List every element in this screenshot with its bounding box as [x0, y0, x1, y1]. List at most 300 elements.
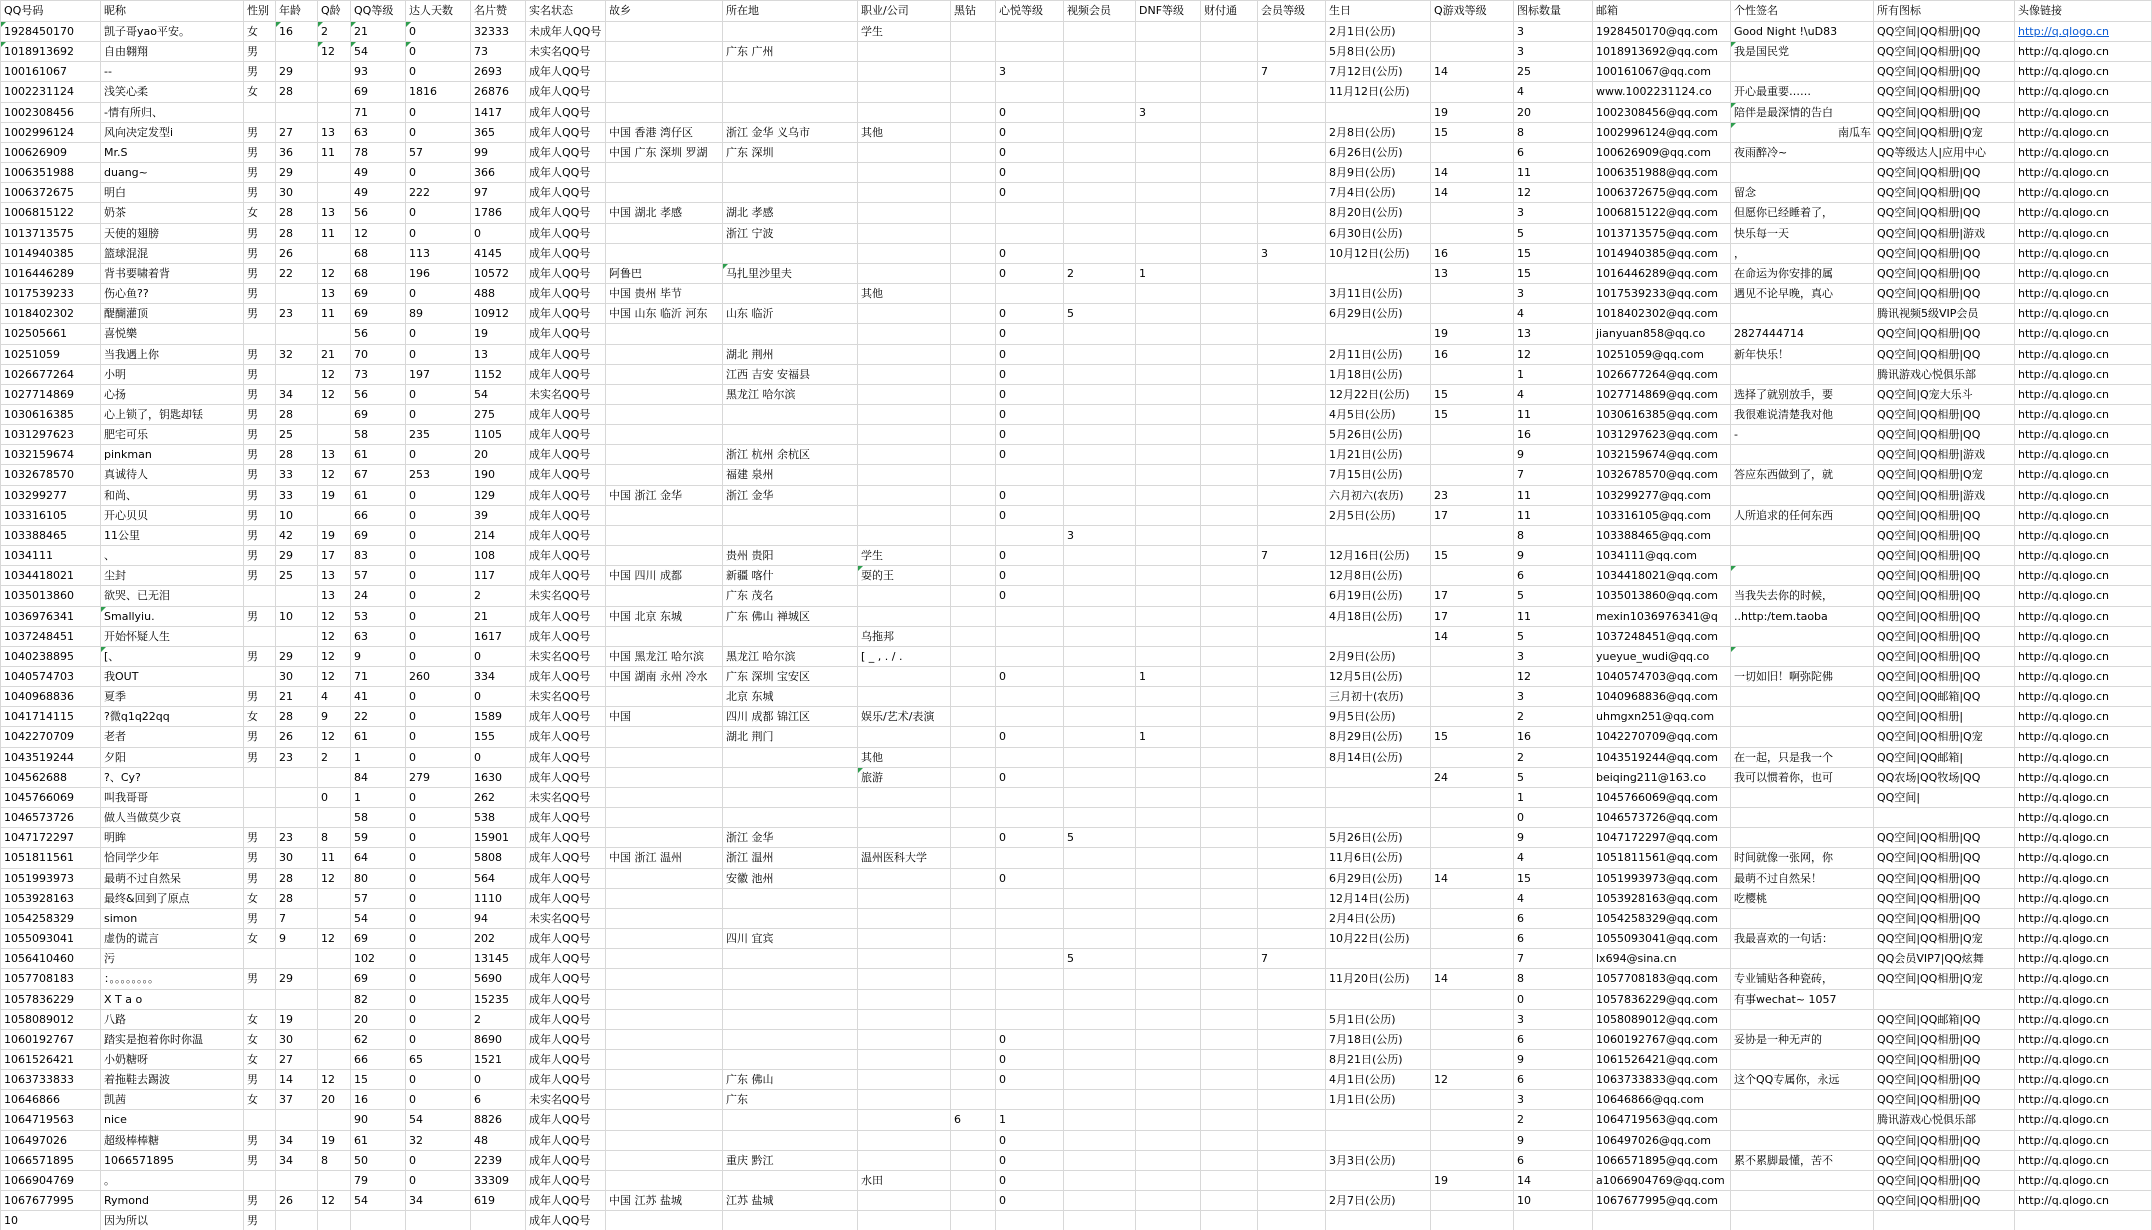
cell-daren[interactable]: 0 — [406, 707, 471, 727]
cell-iconcount[interactable]: 11 — [1514, 404, 1593, 424]
cell-gender[interactable]: 女 — [244, 707, 276, 727]
cell-member[interactable] — [1258, 445, 1326, 465]
cell-member[interactable]: 7 — [1258, 949, 1326, 969]
cell-qgame[interactable] — [1431, 22, 1514, 42]
cell-nick[interactable]: 最终&回到了原点 — [101, 888, 244, 908]
cell-qage[interactable] — [318, 949, 351, 969]
cell-caifutong[interactable] — [1201, 586, 1258, 606]
cell-email[interactable]: 1014940385@qq.com — [1593, 243, 1731, 263]
cell-daren[interactable]: 0 — [406, 908, 471, 928]
cell-nick[interactable]: 11公里 — [101, 525, 244, 545]
cell-realname[interactable]: 成年人QQ号 — [526, 505, 606, 525]
cell-qgame[interactable]: 15 — [1431, 546, 1514, 566]
cell-qage[interactable]: 12 — [318, 384, 351, 404]
cell-daren[interactable]: 197 — [406, 364, 471, 384]
cell-hometown[interactable] — [606, 243, 723, 263]
cell-heizuan[interactable] — [951, 425, 996, 445]
cell-gender[interactable]: 男 — [244, 364, 276, 384]
cell-dnf[interactable] — [1136, 223, 1201, 243]
cell-caifutong[interactable] — [1201, 1170, 1258, 1190]
cell-job[interactable] — [858, 687, 951, 707]
cell-qgame[interactable]: 16 — [1431, 243, 1514, 263]
cell-qage[interactable] — [318, 243, 351, 263]
cell-member[interactable]: 3 — [1258, 243, 1326, 263]
cell-nick[interactable]: 开始怀疑人生 — [101, 626, 244, 646]
cell-sig[interactable]: ..http:/tem.taoba — [1731, 606, 1874, 626]
cell-hometown[interactable] — [606, 324, 723, 344]
cell-nick[interactable]: 肥宅可乐 — [101, 425, 244, 445]
cell-qq[interactable]: 1036976341 — [1, 606, 101, 626]
cell-location[interactable]: 马扎里沙里夫 — [723, 263, 858, 283]
cell-zan[interactable]: 538 — [471, 808, 526, 828]
cell-heizuan[interactable] — [951, 566, 996, 586]
cell-heizuan[interactable] — [951, 243, 996, 263]
cell-qage[interactable]: 11 — [318, 223, 351, 243]
cell-realname[interactable]: 成年人QQ号 — [526, 969, 606, 989]
cell-job[interactable] — [858, 364, 951, 384]
cell-daren[interactable]: 0 — [406, 344, 471, 364]
cell-email[interactable]: 1054258329@qq.com — [1593, 908, 1731, 928]
cell-birthday[interactable]: 8月14日(公历) — [1326, 747, 1431, 767]
cell-icons[interactable]: QQ空间|QQ相册|QQ — [1874, 888, 2015, 908]
cell-job[interactable] — [858, 384, 951, 404]
cell-zan[interactable] — [471, 1211, 526, 1230]
cell-birthday[interactable]: 8月21日(公历) — [1326, 1049, 1431, 1069]
cell-heizuan[interactable] — [951, 163, 996, 183]
cell-zan[interactable]: 129 — [471, 485, 526, 505]
cell-nick[interactable]: 恰同学少年 — [101, 848, 244, 868]
cell-birthday[interactable]: 11月12日(公历) — [1326, 82, 1431, 102]
cell-gender[interactable] — [244, 586, 276, 606]
cell-location[interactable] — [723, 767, 858, 787]
cell-gender[interactable]: 男 — [244, 1070, 276, 1090]
cell-xinyue[interactable]: 0 — [996, 1049, 1064, 1069]
cell-video[interactable]: 3 — [1064, 525, 1136, 545]
cell-dnf[interactable] — [1136, 22, 1201, 42]
cell-age[interactable]: 23 — [276, 747, 318, 767]
cell-realname[interactable]: 成年人QQ号 — [526, 525, 606, 545]
cell-iconcount[interactable]: 4 — [1514, 304, 1593, 324]
cell-gender[interactable]: 男 — [244, 1150, 276, 1170]
cell-qage[interactable]: 13 — [318, 586, 351, 606]
cell-gender[interactable]: 男 — [244, 404, 276, 424]
cell-daren[interactable]: 0 — [406, 525, 471, 545]
cell-qgame[interactable] — [1431, 1211, 1514, 1230]
cell-video[interactable]: 5 — [1064, 949, 1136, 969]
cell-zan[interactable]: 214 — [471, 525, 526, 545]
cell-daren[interactable]: 34 — [406, 1191, 471, 1211]
cell-caifutong[interactable] — [1201, 767, 1258, 787]
cell-icons[interactable]: QQ空间|QQ相册|游戏 — [1874, 485, 2015, 505]
cell-nick[interactable]: -- — [101, 62, 244, 82]
cell-xinyue[interactable]: 0 — [996, 1130, 1064, 1150]
cell-heizuan[interactable] — [951, 747, 996, 767]
cell-zan[interactable]: 1589 — [471, 707, 526, 727]
cell-qqlevel[interactable]: 66 — [351, 1049, 406, 1069]
cell-realname[interactable]: 成年人QQ号 — [526, 1029, 606, 1049]
column-header-qage[interactable]: Q龄 — [318, 1, 351, 22]
cell-member[interactable] — [1258, 888, 1326, 908]
cell-icons[interactable]: QQ空间|QQ相册|QQ — [1874, 828, 2015, 848]
column-header-gender[interactable]: 性别 — [244, 1, 276, 22]
cell-age[interactable]: 21 — [276, 687, 318, 707]
cell-zan[interactable]: 39 — [471, 505, 526, 525]
cell-link[interactable]: http://q.qlogo.cn — [2015, 787, 2152, 807]
cell-caifutong[interactable] — [1201, 183, 1258, 203]
cell-heizuan[interactable] — [951, 304, 996, 324]
cell-gender[interactable]: 男 — [244, 425, 276, 445]
cell-job[interactable] — [858, 1070, 951, 1090]
cell-age[interactable]: 26 — [276, 727, 318, 747]
cell-qq[interactable]: 1027714869 — [1, 384, 101, 404]
cell-qq[interactable]: 1064719563 — [1, 1110, 101, 1130]
cell-realname[interactable]: 未实名QQ号 — [526, 42, 606, 62]
cell-zan[interactable]: 488 — [471, 284, 526, 304]
cell-hometown[interactable] — [606, 344, 723, 364]
cell-qgame[interactable] — [1431, 364, 1514, 384]
cell-dnf[interactable] — [1136, 949, 1201, 969]
cell-hometown[interactable] — [606, 425, 723, 445]
cell-member[interactable] — [1258, 324, 1326, 344]
cell-hometown[interactable] — [606, 1090, 723, 1110]
cell-qqlevel[interactable] — [351, 1211, 406, 1230]
cell-gender[interactable]: 男 — [244, 304, 276, 324]
cell-video[interactable] — [1064, 808, 1136, 828]
cell-daren[interactable]: 0 — [406, 868, 471, 888]
cell-hometown[interactable] — [606, 808, 723, 828]
cell-daren[interactable]: 260 — [406, 667, 471, 687]
cell-member[interactable] — [1258, 989, 1326, 1009]
cell-location[interactable] — [723, 1130, 858, 1150]
cell-realname[interactable]: 未成年人QQ号 — [526, 22, 606, 42]
cell-qqlevel[interactable]: 56 — [351, 324, 406, 344]
cell-icons[interactable]: QQ空间|QQ相册|QQ — [1874, 344, 2015, 364]
cell-iconcount[interactable]: 11 — [1514, 505, 1593, 525]
cell-gender[interactable]: 男 — [244, 62, 276, 82]
cell-caifutong[interactable] — [1201, 1049, 1258, 1069]
cell-qq[interactable]: 1051993973 — [1, 868, 101, 888]
cell-caifutong[interactable] — [1201, 747, 1258, 767]
cell-qgame[interactable]: 14 — [1431, 969, 1514, 989]
cell-gender[interactable] — [244, 667, 276, 687]
cell-birthday[interactable]: 12月8日(公历) — [1326, 566, 1431, 586]
cell-daren[interactable]: 0 — [406, 485, 471, 505]
cell-xinyue[interactable]: 0 — [996, 667, 1064, 687]
column-header-heizuan[interactable]: 黑钻 — [951, 1, 996, 22]
cell-link[interactable]: http://q.qlogo.cn — [2015, 384, 2152, 404]
cell-icons[interactable]: QQ空间|QQ相册|QQ — [1874, 243, 2015, 263]
cell-location[interactable] — [723, 284, 858, 304]
cell-birthday[interactable]: 6月30日(公历) — [1326, 223, 1431, 243]
cell-job[interactable] — [858, 1211, 951, 1230]
cell-icons[interactable]: QQ空间|QQ相册|游戏 — [1874, 223, 2015, 243]
cell-heizuan[interactable] — [951, 82, 996, 102]
cell-qqlevel[interactable]: 21 — [351, 22, 406, 42]
cell-qqlevel[interactable]: 57 — [351, 888, 406, 908]
cell-dnf[interactable] — [1136, 344, 1201, 364]
cell-qqlevel[interactable]: 1 — [351, 787, 406, 807]
cell-xinyue[interactable] — [996, 969, 1064, 989]
cell-heizuan[interactable]: 6 — [951, 1110, 996, 1130]
cell-member[interactable] — [1258, 203, 1326, 223]
cell-qq[interactable]: 1057708183 — [1, 969, 101, 989]
cell-xinyue[interactable] — [996, 626, 1064, 646]
cell-hometown[interactable]: 中国 浙江 温州 — [606, 848, 723, 868]
cell-qq[interactable]: 1051811561 — [1, 848, 101, 868]
cell-caifutong[interactable] — [1201, 82, 1258, 102]
cell-email[interactable]: 1037248451@qq.com — [1593, 626, 1731, 646]
cell-qqlevel[interactable]: 20 — [351, 1009, 406, 1029]
cell-qage[interactable] — [318, 1029, 351, 1049]
cell-daren[interactable]: 0 — [406, 687, 471, 707]
cell-daren[interactable]: 0 — [406, 62, 471, 82]
cell-sig[interactable] — [1731, 566, 1874, 586]
cell-sig[interactable]: 快乐每一天 — [1731, 223, 1874, 243]
cell-heizuan[interactable] — [951, 989, 996, 1009]
cell-age[interactable]: 26 — [276, 243, 318, 263]
cell-heizuan[interactable] — [951, 707, 996, 727]
cell-iconcount[interactable]: 8 — [1514, 969, 1593, 989]
cell-location[interactable] — [723, 82, 858, 102]
cell-zan[interactable]: 99 — [471, 142, 526, 162]
cell-video[interactable] — [1064, 667, 1136, 687]
cell-dnf[interactable] — [1136, 929, 1201, 949]
cell-qage[interactable]: 13 — [318, 203, 351, 223]
cell-sig[interactable]: 我很难说清楚我对他 — [1731, 404, 1874, 424]
cell-dnf[interactable] — [1136, 324, 1201, 344]
cell-realname[interactable]: 成年人QQ号 — [526, 263, 606, 283]
cell-qage[interactable] — [318, 425, 351, 445]
cell-qgame[interactable] — [1431, 707, 1514, 727]
cell-qage[interactable]: 13 — [318, 122, 351, 142]
cell-qqlevel[interactable]: 79 — [351, 1170, 406, 1190]
cell-qq[interactable]: 1032159674 — [1, 445, 101, 465]
cell-qq[interactable]: 100161067 — [1, 62, 101, 82]
cell-xinyue[interactable]: 0 — [996, 425, 1064, 445]
cell-location[interactable]: 江西 吉安 安福县 — [723, 364, 858, 384]
cell-member[interactable] — [1258, 767, 1326, 787]
cell-caifutong[interactable] — [1201, 384, 1258, 404]
cell-gender[interactable]: 女 — [244, 1049, 276, 1069]
cell-gender[interactable]: 男 — [244, 465, 276, 485]
cell-job[interactable] — [858, 485, 951, 505]
cell-icons[interactable]: QQ空间|QQ相册|QQ — [1874, 525, 2015, 545]
cell-birthday[interactable] — [1326, 949, 1431, 969]
cell-realname[interactable]: 未实名QQ号 — [526, 1090, 606, 1110]
cell-realname[interactable]: 成年人QQ号 — [526, 828, 606, 848]
cell-birthday[interactable]: 六月初六(农历) — [1326, 485, 1431, 505]
cell-member[interactable] — [1258, 646, 1326, 666]
cell-birthday[interactable]: 2月4日(公历) — [1326, 908, 1431, 928]
cell-zan[interactable]: 5808 — [471, 848, 526, 868]
cell-email[interactable]: 1026677264@qq.com — [1593, 364, 1731, 384]
cell-heizuan[interactable] — [951, 767, 996, 787]
cell-caifutong[interactable] — [1201, 42, 1258, 62]
cell-age[interactable]: 27 — [276, 122, 318, 142]
cell-dnf[interactable] — [1136, 1150, 1201, 1170]
cell-nick[interactable]: 凯茜 — [101, 1090, 244, 1110]
column-header-nick[interactable]: 昵称 — [101, 1, 244, 22]
cell-icons[interactable]: QQ空间|QQ相册|Q宠 — [1874, 727, 2015, 747]
cell-zan[interactable]: 20 — [471, 445, 526, 465]
cell-member[interactable] — [1258, 707, 1326, 727]
cell-realname[interactable]: 成年人QQ号 — [526, 102, 606, 122]
cell-birthday[interactable]: 12月16日(公历) — [1326, 546, 1431, 566]
cell-iconcount[interactable]: 9 — [1514, 546, 1593, 566]
cell-qqlevel[interactable]: 9 — [351, 646, 406, 666]
cell-link[interactable]: http://q.qlogo.cn — [2015, 445, 2152, 465]
cell-age[interactable] — [276, 42, 318, 62]
cell-member[interactable] — [1258, 1170, 1326, 1190]
cell-qgame[interactable] — [1431, 1090, 1514, 1110]
cell-age[interactable]: 29 — [276, 62, 318, 82]
cell-video[interactable] — [1064, 989, 1136, 1009]
cell-link[interactable]: http://q.qlogo.cn — [2015, 62, 2152, 82]
cell-dnf[interactable] — [1136, 1070, 1201, 1090]
cell-heizuan[interactable] — [951, 1049, 996, 1069]
cell-link[interactable]: http://q.qlogo.cn — [2015, 304, 2152, 324]
cell-heizuan[interactable] — [951, 203, 996, 223]
cell-member[interactable] — [1258, 183, 1326, 203]
cell-age[interactable]: 28 — [276, 868, 318, 888]
cell-video[interactable] — [1064, 465, 1136, 485]
cell-icons[interactable] — [1874, 989, 2015, 1009]
cell-qage[interactable] — [318, 62, 351, 82]
cell-birthday[interactable]: 4月5日(公历) — [1326, 404, 1431, 424]
cell-link[interactable]: http://q.qlogo.cn — [2015, 888, 2152, 908]
cell-video[interactable] — [1064, 62, 1136, 82]
cell-caifutong[interactable] — [1201, 263, 1258, 283]
cell-iconcount[interactable]: 4 — [1514, 82, 1593, 102]
cell-icons[interactable]: QQ空间|QQ相册|QQ — [1874, 667, 2015, 687]
cell-sig[interactable] — [1731, 646, 1874, 666]
cell-hometown[interactable] — [606, 102, 723, 122]
column-header-qq[interactable]: QQ号码 — [1, 1, 101, 22]
cell-qage[interactable] — [318, 324, 351, 344]
cell-sig[interactable]: 开心最重要…… — [1731, 82, 1874, 102]
cell-age[interactable] — [276, 767, 318, 787]
cell-video[interactable] — [1064, 546, 1136, 566]
cell-xinyue[interactable] — [996, 687, 1064, 707]
cell-video[interactable] — [1064, 606, 1136, 626]
cell-link[interactable]: http://q.qlogo.cn — [2015, 989, 2152, 1009]
cell-iconcount[interactable]: 4 — [1514, 384, 1593, 404]
cell-job[interactable] — [858, 586, 951, 606]
cell-email[interactable]: 1002308456@qq.com — [1593, 102, 1731, 122]
cell-link[interactable]: http://q.qlogo.cn — [2015, 142, 2152, 162]
cell-caifutong[interactable] — [1201, 465, 1258, 485]
cell-email[interactable]: 1018913692@qq.com — [1593, 42, 1731, 62]
cell-link[interactable]: http://q.qlogo.cn — [2015, 687, 2152, 707]
cell-xinyue[interactable]: 0 — [996, 586, 1064, 606]
cell-nick[interactable]: 踏实是抱着你时你温 — [101, 1029, 244, 1049]
cell-caifutong[interactable] — [1201, 667, 1258, 687]
cell-icons[interactable]: QQ空间|QQ相册|QQ — [1874, 404, 2015, 424]
cell-daren[interactable]: 32 — [406, 1130, 471, 1150]
cell-email[interactable]: 1047172297@qq.com — [1593, 828, 1731, 848]
cell-nick[interactable]: 和尚、 — [101, 485, 244, 505]
cell-job[interactable] — [858, 82, 951, 102]
cell-zan[interactable]: 6 — [471, 1090, 526, 1110]
cell-heizuan[interactable] — [951, 324, 996, 344]
cell-qage[interactable] — [318, 969, 351, 989]
cell-dnf[interactable] — [1136, 646, 1201, 666]
cell-qqlevel[interactable]: 41 — [351, 687, 406, 707]
cell-job[interactable]: 耍的王 — [858, 566, 951, 586]
cell-zan[interactable]: 0 — [471, 223, 526, 243]
cell-member[interactable] — [1258, 566, 1326, 586]
cell-realname[interactable]: 未实名QQ号 — [526, 687, 606, 707]
cell-xinyue[interactable]: 0 — [996, 1029, 1064, 1049]
cell-zan[interactable]: 19 — [471, 324, 526, 344]
cell-iconcount[interactable]: 9 — [1514, 828, 1593, 848]
cell-qqlevel[interactable]: 70 — [351, 344, 406, 364]
cell-caifutong[interactable] — [1201, 1090, 1258, 1110]
cell-qage[interactable] — [318, 82, 351, 102]
cell-zan[interactable]: 54 — [471, 384, 526, 404]
cell-age[interactable] — [276, 989, 318, 1009]
cell-icons[interactable]: QQ空间| — [1874, 787, 2015, 807]
cell-icons[interactable]: QQ空间|QQ相册|QQ — [1874, 1170, 2015, 1190]
cell-daren[interactable]: 0 — [406, 163, 471, 183]
cell-iconcount[interactable]: 4 — [1514, 888, 1593, 908]
cell-qqlevel[interactable]: 102 — [351, 949, 406, 969]
cell-birthday[interactable] — [1326, 808, 1431, 828]
cell-job[interactable] — [858, 263, 951, 283]
cell-icons[interactable]: QQ空间|QQ邮箱| — [1874, 747, 2015, 767]
cell-icons[interactable]: QQ空间|QQ相册|QQ — [1874, 1029, 2015, 1049]
cell-location[interactable] — [723, 404, 858, 424]
cell-dnf[interactable] — [1136, 1170, 1201, 1190]
cell-nick[interactable]: 。 — [101, 1170, 244, 1190]
cell-location[interactable] — [723, 747, 858, 767]
cell-heizuan[interactable] — [951, 667, 996, 687]
cell-realname[interactable]: 成年人QQ号 — [526, 404, 606, 424]
cell-icons[interactable]: QQ空间|QQ相册| — [1874, 707, 2015, 727]
cell-job[interactable] — [858, 868, 951, 888]
cell-email[interactable]: jianyuan858@qq.co — [1593, 324, 1731, 344]
cell-birthday[interactable] — [1326, 989, 1431, 1009]
cell-dnf[interactable] — [1136, 707, 1201, 727]
cell-email[interactable]: beiqing211@163.co — [1593, 767, 1731, 787]
cell-nick[interactable]: 浅笑心柔 — [101, 82, 244, 102]
cell-video[interactable]: 5 — [1064, 304, 1136, 324]
cell-heizuan[interactable] — [951, 1130, 996, 1150]
cell-realname[interactable]: 成年人QQ号 — [526, 485, 606, 505]
cell-realname[interactable]: 成年人QQ号 — [526, 62, 606, 82]
cell-icons[interactable]: QQ空间|QQ相册|QQ — [1874, 263, 2015, 283]
cell-job[interactable] — [858, 1110, 951, 1130]
cell-nick[interactable]: 天使的翅膀 — [101, 223, 244, 243]
cell-xinyue[interactable]: 1 — [996, 1110, 1064, 1130]
cell-location[interactable]: 浙江 宁波 — [723, 223, 858, 243]
cell-caifutong[interactable] — [1201, 304, 1258, 324]
cell-qqlevel[interactable]: 73 — [351, 364, 406, 384]
cell-birthday[interactable]: 8月20日(公历) — [1326, 203, 1431, 223]
cell-age[interactable]: 10 — [276, 606, 318, 626]
cell-age[interactable]: 29 — [276, 969, 318, 989]
cell-member[interactable] — [1258, 1150, 1326, 1170]
cell-job[interactable] — [858, 727, 951, 747]
cell-qq[interactable]: 1034111 — [1, 546, 101, 566]
cell-qage[interactable] — [318, 404, 351, 424]
cell-email[interactable]: 1928450170@qq.com — [1593, 22, 1731, 42]
cell-qgame[interactable] — [1431, 1049, 1514, 1069]
cell-qqlevel[interactable]: 67 — [351, 465, 406, 485]
cell-icons[interactable]: QQ会员VIP7|QQ炫舞 — [1874, 949, 2015, 969]
cell-dnf[interactable] — [1136, 747, 1201, 767]
cell-hometown[interactable] — [606, 1150, 723, 1170]
